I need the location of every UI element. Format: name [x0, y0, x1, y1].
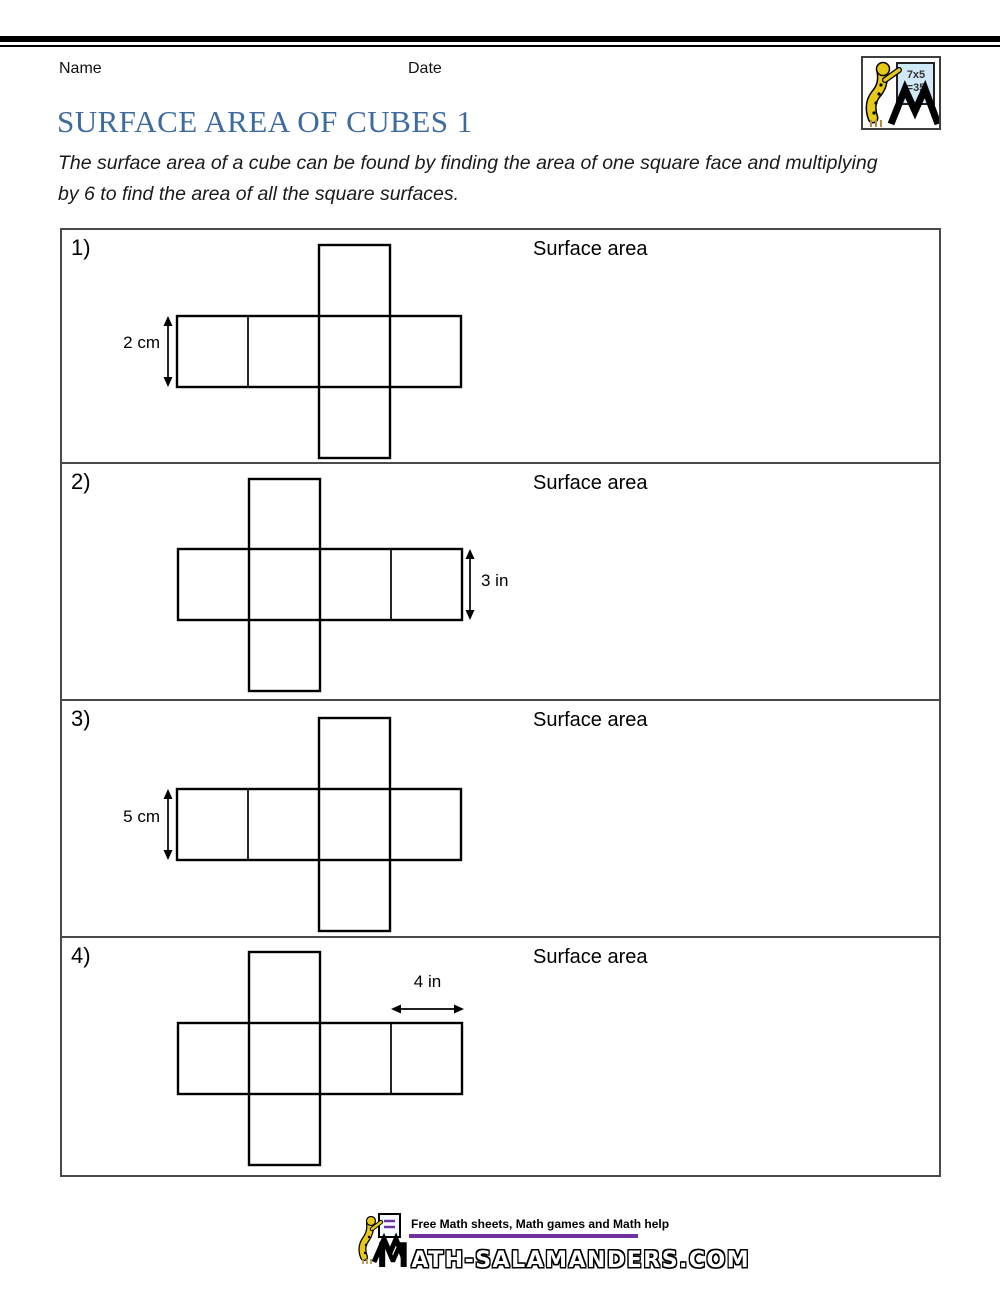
problem-4 — [62, 938, 939, 1179]
instruction-line: The surface area of a cube can be found by finding the area of one square face and multiplying — [58, 152, 878, 174]
salamander-writing-on-board-icon — [863, 58, 939, 128]
corner-logo-board-line1: 7x5 — [906, 69, 926, 81]
problem-3 — [62, 701, 939, 938]
date-label: Date — [408, 60, 442, 77]
dimension-label: 2 cm — [123, 333, 160, 352]
net-column — [249, 479, 320, 691]
dimension-label: 4 in — [413, 972, 442, 991]
top-rule-thick — [0, 36, 1000, 42]
problem-2 — [62, 464, 939, 701]
dimension-arrow — [466, 549, 475, 620]
footer-site: MATH-SALAMANDERS.COM — [376, 1236, 751, 1276]
dimension-arrow — [391, 1005, 464, 1014]
dimension-label: 3 in — [481, 571, 509, 590]
surface-area-label: Surface area — [533, 709, 648, 731]
corner-logo-board-line2: =35 — [906, 82, 926, 94]
corner-logo — [861, 56, 941, 130]
top-rule-thin — [0, 45, 1000, 47]
problem-1 — [62, 230, 939, 464]
net-column — [249, 952, 320, 1165]
dimension-arrow — [164, 316, 173, 387]
footer-tagline: Free Math sheets, Math games and Math help — [411, 1217, 670, 1231]
problem-number: 2) — [71, 469, 91, 494]
cube-net — [62, 701, 939, 936]
net-column — [319, 718, 390, 931]
instructions — [58, 148, 958, 210]
problem-number: 3) — [71, 706, 91, 731]
problem-number: 1) — [71, 235, 91, 260]
page-title: SURFACE AREA OF CUBES 1 — [57, 104, 473, 139]
surface-area-label: Surface area — [533, 238, 648, 260]
dimension-label: 5 cm — [123, 807, 160, 826]
surface-area-label: Surface area — [533, 472, 648, 494]
net-column — [319, 245, 390, 458]
cube-net — [62, 230, 939, 462]
cube-net — [62, 938, 939, 1177]
problem-number: 4) — [71, 943, 91, 968]
name-label: Name — [59, 60, 102, 77]
instruction-line: by 6 to find the area of all the square surfaces. — [58, 183, 460, 205]
dimension-arrow — [164, 789, 173, 860]
problems-table — [60, 228, 941, 1177]
surface-area-label: Surface area — [533, 946, 648, 968]
